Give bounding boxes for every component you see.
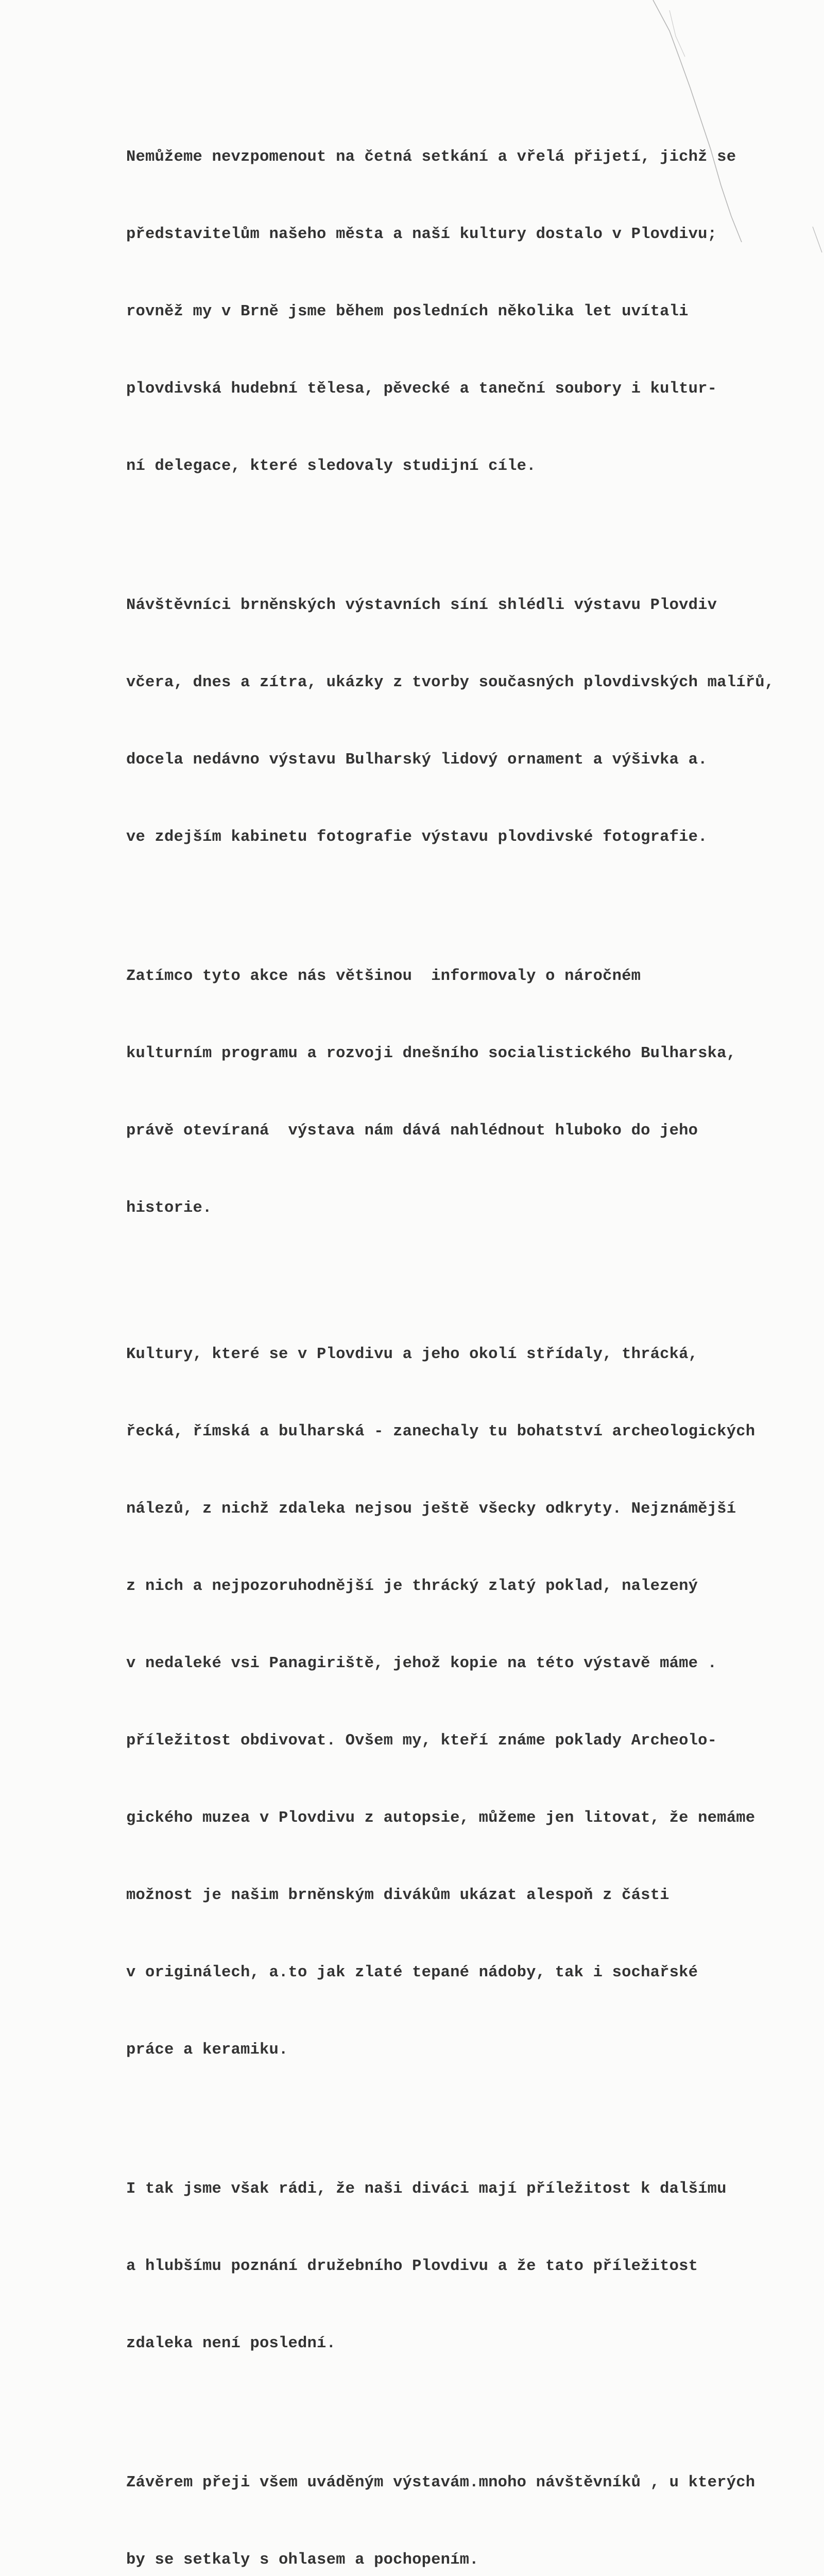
text-line: řecká, římská a bulharská - zanechaly tu bohatství archeologických [126, 1423, 756, 1440]
text-line: příležitost obdivovat. Ovšem my, kteří známe poklady Archeolo- [126, 1732, 717, 1750]
text-line: by se setkaly s ohlasem a pochopením. [126, 2551, 479, 2569]
text-line: zdaleka není poslední. [126, 2335, 336, 2352]
typewritten-letter [126, 93, 811, 2576]
paragraph-2 [126, 541, 811, 902]
paragraph-6 [126, 2418, 811, 2576]
text-line: kulturním programu a rozvoji dnešního socialistického Bulharska, [126, 1045, 736, 1062]
text-line: historie. [126, 1199, 212, 1217]
text-line: Kultury, které se v Plovdivu a jeho okolí střídaly, thrácká, [126, 1346, 698, 1363]
text-line: plovdivská hudební tělesa, pěvecké a taneční soubory i kultur- [126, 380, 717, 398]
paragraph-3 [126, 912, 811, 1273]
text-line: Nemůžeme nevzpomenout na četná setkání a vřelá přijetí, jichž se [126, 148, 736, 166]
text-line: rovněž my v Brně jsme během posledních několika let uvítali [126, 303, 689, 320]
text-line: Zatímco tyto akce nás většinou informovaly o náročném [126, 968, 641, 985]
paragraph-5 [126, 2125, 811, 2408]
text-line: nálezů, z nichž zdaleka nejsou ještě všecky odkryty. Nejznámější [126, 1500, 736, 1518]
text-line: ní delegace, které sledovaly studijní cíle. [126, 457, 536, 475]
text-line: práce a keramiku. [126, 2041, 288, 2059]
text-line: Návštěvníci brněnských výstavních síní shlédli výstavu Plovdiv [126, 597, 717, 614]
paragraph-1 [126, 93, 811, 531]
text-line: I tak jsme však rádi, že naši diváci mají příležitost k dalšímu [126, 2180, 727, 2198]
text-line: v nedaleké vsi Panagiriště, jehož kopie na této výstavě máme . [126, 1655, 717, 1672]
text-line: představitelům našeho města a naší kultury dostalo v Plovdivu; [126, 226, 717, 243]
text-line: včera, dnes a zítra, ukázky z tvorby současných plovdivských malířů, [126, 674, 775, 691]
text-line: gického muzea v Plovdivu z autopsie, můžeme jen litovat, že nemáme [126, 1809, 756, 1827]
text-line: v originálech, a.to jak zlaté tepané nádoby, tak i sochařské [126, 1964, 698, 1981]
text-line: právě otevíraná výstava nám dává nahlédnout hluboko do jeho [126, 1122, 698, 1140]
text-line: možnost je našim brněnským divákům ukázat alespoň z části [126, 1887, 670, 1904]
text-line: a hlubšímu poznání družebního Plovdivu a že tato příležitost [126, 2258, 698, 2275]
text-line: z nich a nejpozoruhodnější je thrácký zlatý poklad, nalezený [126, 1578, 698, 1595]
text-line: Závěrem přeji všem uváděným výstavám.mnoho návštěvníků , u kterých [126, 2474, 756, 2492]
paragraph-4 [126, 1290, 811, 2114]
text-line: ve zdejším kabinetu fotografie výstavu plovdivské fotografie. [126, 828, 708, 846]
text-line: docela nedávno výstavu Bulharský lidový ornament a výšivka a. [126, 751, 708, 769]
